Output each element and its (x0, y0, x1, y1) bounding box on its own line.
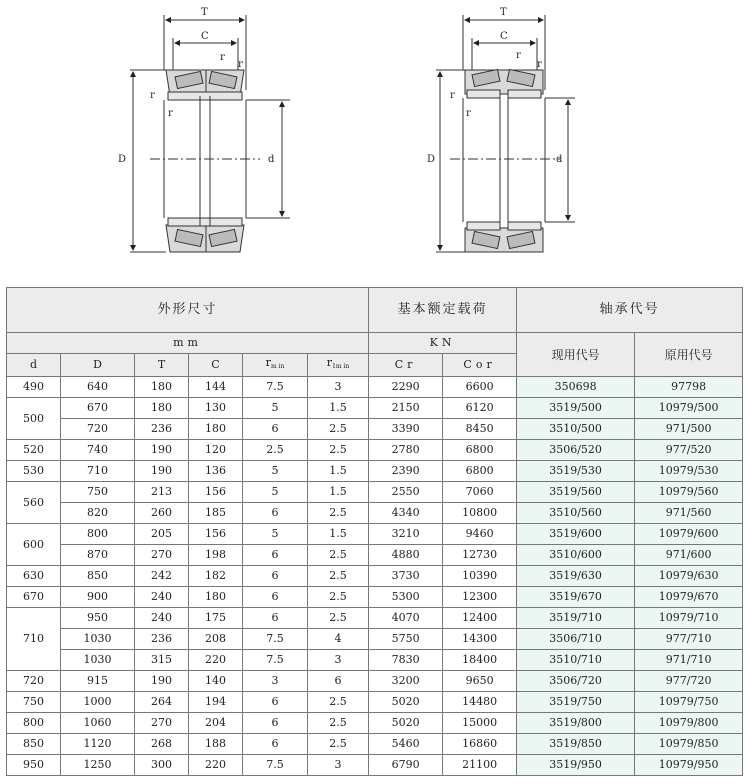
right-label-r2: r (466, 108, 471, 119)
right-label-d: d (556, 154, 563, 165)
cell-r: 5 (243, 461, 308, 482)
cell-C: 156 (189, 524, 243, 545)
cell-old: 10979/630 (635, 566, 743, 587)
cell-Cor: 14480 (443, 692, 517, 713)
cell-Cor: 15000 (443, 713, 517, 734)
cell-D: 1060 (61, 713, 135, 734)
cell-old: 10979/600 (635, 524, 743, 545)
cell-r1: 6 (308, 671, 369, 692)
cell-D: 800 (61, 524, 135, 545)
cell-r: 7.5 (243, 629, 308, 650)
cell-D: 720 (61, 419, 135, 440)
cell-r1: 3 (308, 377, 369, 398)
cell-Cr: 2780 (369, 440, 443, 461)
cell-r: 7.5 (243, 650, 308, 671)
table-row (7, 629, 743, 650)
cell-old: 10979/800 (635, 713, 743, 734)
cell-old: 971/600 (635, 545, 743, 566)
cell-D: 850 (61, 566, 135, 587)
col-T-header: T (135, 354, 189, 377)
cell-r: 6 (243, 419, 308, 440)
cell-D: 1030 (61, 650, 135, 671)
cell-r1: 2.5 (308, 587, 369, 608)
cell-Cr: 2150 (369, 398, 443, 419)
cell-new: 3519/850 (517, 734, 635, 755)
cell-Cor: 6120 (443, 398, 517, 419)
cell-r1: 2.5 (308, 503, 369, 524)
cell-Cr: 3200 (369, 671, 443, 692)
cell-old: 10979/950 (635, 755, 743, 776)
cell-r1: 2.5 (308, 440, 369, 461)
cell-new: 350698 (517, 377, 635, 398)
cell-Cr: 5300 (369, 587, 443, 608)
cell-C: 182 (189, 566, 243, 587)
cell-old: 10979/750 (635, 692, 743, 713)
cell-C: 185 (189, 503, 243, 524)
cell-r1: 2.5 (308, 692, 369, 713)
cell-T: 264 (135, 692, 189, 713)
code-group-header: 轴承代号 (517, 288, 743, 333)
cell-d: 490 (7, 377, 61, 398)
left-label-T: T (201, 7, 208, 18)
cell-new: 3519/800 (517, 713, 635, 734)
left-label-r: r (150, 90, 155, 101)
cell-d: 750 (7, 692, 61, 713)
cell-new: 3519/600 (517, 524, 635, 545)
cell-Cr: 3730 (369, 566, 443, 587)
cell-Cor: 6800 (443, 461, 517, 482)
cell-C: 140 (189, 671, 243, 692)
cell-d: 710 (7, 608, 61, 671)
right-label-r: r (450, 90, 455, 101)
cell-T: 180 (135, 398, 189, 419)
cell-r: 3 (243, 671, 308, 692)
cell-Cr: 5020 (369, 692, 443, 713)
cell-D: 1120 (61, 734, 135, 755)
table-row (7, 524, 743, 545)
cell-old: 10979/710 (635, 608, 743, 629)
cell-Cr: 2550 (369, 482, 443, 503)
cell-D: 740 (61, 440, 135, 461)
cell-d: 720 (7, 671, 61, 692)
table-row (7, 671, 743, 692)
right-label-D: D (427, 154, 436, 165)
cell-D: 820 (61, 503, 135, 524)
cell-old: 97798 (635, 377, 743, 398)
cell-new: 3519/670 (517, 587, 635, 608)
cell-r1: 4 (308, 629, 369, 650)
cell-r: 6 (243, 734, 308, 755)
cell-Cor: 6800 (443, 440, 517, 461)
right-label-T: T (500, 7, 507, 18)
cell-new: 3519/500 (517, 398, 635, 419)
cell-old: 10979/530 (635, 461, 743, 482)
cell-Cr: 3390 (369, 419, 443, 440)
cell-Cr: 2390 (369, 461, 443, 482)
cell-C: 180 (189, 587, 243, 608)
cell-new: 3506/520 (517, 440, 635, 461)
table-row (7, 461, 743, 482)
cell-r: 6 (243, 692, 308, 713)
table-row (7, 440, 743, 461)
cell-r: 5 (243, 482, 308, 503)
left-label-r1b: r (238, 59, 243, 70)
left-label-C: C (201, 31, 209, 42)
cell-Cor: 8450 (443, 419, 517, 440)
cell-C: 175 (189, 608, 243, 629)
cell-Cor: 12300 (443, 587, 517, 608)
cell-C: 204 (189, 713, 243, 734)
cell-d: 670 (7, 587, 61, 608)
col-r1min-header: $r_{1m in}$ (308, 354, 369, 377)
cell-r: 6 (243, 503, 308, 524)
cell-D: 900 (61, 587, 135, 608)
cell-old: 977/720 (635, 671, 743, 692)
cell-d: 950 (7, 755, 61, 776)
table-row (7, 650, 743, 671)
cell-Cor: 14300 (443, 629, 517, 650)
cell-T: 240 (135, 608, 189, 629)
cell-C: 194 (189, 692, 243, 713)
cell-new: 3510/500 (517, 419, 635, 440)
table-row (7, 545, 743, 566)
cell-r1: 2.5 (308, 566, 369, 587)
bearing-diagrams (0, 0, 750, 283)
cell-r: 6 (243, 587, 308, 608)
cell-C: 144 (189, 377, 243, 398)
left-label-d: d (268, 154, 275, 165)
cell-old: 10979/560 (635, 482, 743, 503)
old-code-header: 原用代号 (635, 333, 743, 377)
cell-C: 156 (189, 482, 243, 503)
cell-r: 7.5 (243, 377, 308, 398)
cell-r: 6 (243, 545, 308, 566)
table-row (7, 692, 743, 713)
left-label-r1: r (220, 52, 225, 63)
bearing-spec-table (6, 287, 743, 776)
cell-new: 3519/950 (517, 755, 635, 776)
cell-Cor: 9650 (443, 671, 517, 692)
cell-T: 190 (135, 461, 189, 482)
cell-new: 3510/560 (517, 503, 635, 524)
cell-new: 3519/710 (517, 608, 635, 629)
right-bearing-diagram (436, 15, 575, 252)
cell-r1: 3 (308, 755, 369, 776)
cell-d: 600 (7, 524, 61, 566)
cell-C: 130 (189, 398, 243, 419)
col-d-header: d (7, 354, 61, 377)
cell-Cor: 7060 (443, 482, 517, 503)
cell-new: 3510/710 (517, 650, 635, 671)
cell-C: 188 (189, 734, 243, 755)
table-row (7, 587, 743, 608)
cell-C: 180 (189, 419, 243, 440)
cell-C: 220 (189, 755, 243, 776)
table-row (7, 734, 743, 755)
cell-T: 300 (135, 755, 189, 776)
table-body (7, 377, 743, 776)
cell-d: 850 (7, 734, 61, 755)
cell-old: 971/500 (635, 419, 743, 440)
cell-Cr: 3210 (369, 524, 443, 545)
cell-Cr: 5020 (369, 713, 443, 734)
cell-D: 915 (61, 671, 135, 692)
cell-d: 630 (7, 566, 61, 587)
cell-new: 3506/710 (517, 629, 635, 650)
cell-D: 670 (61, 398, 135, 419)
cell-D: 870 (61, 545, 135, 566)
cell-Cor: 10800 (443, 503, 517, 524)
cell-T: 270 (135, 713, 189, 734)
cell-Cor: 10390 (443, 566, 517, 587)
cell-T: 242 (135, 566, 189, 587)
cell-T: 270 (135, 545, 189, 566)
cell-T: 190 (135, 440, 189, 461)
cell-r: 6 (243, 566, 308, 587)
cell-C: 120 (189, 440, 243, 461)
cell-r: 6 (243, 713, 308, 734)
table-row (7, 713, 743, 734)
cell-new: 3519/530 (517, 461, 635, 482)
cell-Cr: 2290 (369, 377, 443, 398)
cell-new: 3510/600 (517, 545, 635, 566)
table-row (7, 419, 743, 440)
cell-C: 220 (189, 650, 243, 671)
cell-new: 3519/560 (517, 482, 635, 503)
cell-Cr: 5750 (369, 629, 443, 650)
cell-new: 3519/630 (517, 566, 635, 587)
cell-Cor: 18400 (443, 650, 517, 671)
cell-r: 5 (243, 524, 308, 545)
right-label-r1b: r (537, 59, 542, 70)
cell-T: 205 (135, 524, 189, 545)
dims-unit-header: mm (7, 333, 369, 354)
cell-old: 977/520 (635, 440, 743, 461)
cell-r: 5 (243, 398, 308, 419)
cell-Cr: 7830 (369, 650, 443, 671)
cell-d: 800 (7, 713, 61, 734)
cell-T: 315 (135, 650, 189, 671)
cell-D: 710 (61, 461, 135, 482)
cell-r1: 3 (308, 650, 369, 671)
table-row (7, 608, 743, 629)
cell-new: 3506/720 (517, 671, 635, 692)
table-row (7, 566, 743, 587)
cell-T: 240 (135, 587, 189, 608)
cell-Cr: 4340 (369, 503, 443, 524)
cell-Cr: 4880 (369, 545, 443, 566)
load-group-header: 基本额定载荷 (369, 288, 517, 333)
cell-r: 2.5 (243, 440, 308, 461)
cell-d: 500 (7, 398, 61, 440)
cell-T: 260 (135, 503, 189, 524)
right-label-r1: r (516, 50, 521, 61)
col-Cr-header: Cr (369, 354, 443, 377)
cell-Cr: 5460 (369, 734, 443, 755)
table-row (7, 377, 743, 398)
col-C-header: C (189, 354, 243, 377)
left-bearing-diagram (130, 15, 290, 252)
cell-old: 10979/500 (635, 398, 743, 419)
table-row (7, 398, 743, 419)
cell-D: 950 (61, 608, 135, 629)
cell-Cor: 6600 (443, 377, 517, 398)
cell-C: 208 (189, 629, 243, 650)
cell-D: 1000 (61, 692, 135, 713)
left-label-D: D (118, 154, 127, 165)
cell-old: 10979/670 (635, 587, 743, 608)
cell-r1: 2.5 (308, 608, 369, 629)
cell-Cor: 12400 (443, 608, 517, 629)
cell-r: 6 (243, 608, 308, 629)
cell-r1: 1.5 (308, 398, 369, 419)
cell-Cr: 6790 (369, 755, 443, 776)
cell-D: 640 (61, 377, 135, 398)
col-rmin-header: $r_{m in}$ (243, 354, 308, 377)
cell-new: 3519/750 (517, 692, 635, 713)
col-Cor-header: Cor (443, 354, 517, 377)
cell-r1: 2.5 (308, 734, 369, 755)
table-row (7, 755, 743, 776)
cell-T: 190 (135, 671, 189, 692)
new-code-header: 现用代号 (517, 333, 635, 377)
cell-Cor: 12730 (443, 545, 517, 566)
cell-r1: 1.5 (308, 482, 369, 503)
cell-d: 520 (7, 440, 61, 461)
load-unit-header: KN (369, 333, 517, 354)
cell-d: 560 (7, 482, 61, 524)
cell-d: 530 (7, 461, 61, 482)
cell-old: 971/560 (635, 503, 743, 524)
table-row (7, 503, 743, 524)
left-label-r2: r (168, 108, 173, 119)
cell-old: 977/710 (635, 629, 743, 650)
cell-D: 750 (61, 482, 135, 503)
cell-D: 1250 (61, 755, 135, 776)
cell-r1: 1.5 (308, 461, 369, 482)
right-label-C: C (500, 31, 508, 42)
table-row (7, 482, 743, 503)
cell-Cor: 16860 (443, 734, 517, 755)
cell-old: 10979/850 (635, 734, 743, 755)
cell-r1: 1.5 (308, 524, 369, 545)
cell-T: 213 (135, 482, 189, 503)
cell-r: 7.5 (243, 755, 308, 776)
cell-r1: 2.5 (308, 419, 369, 440)
cell-T: 180 (135, 377, 189, 398)
col-D-header: D (61, 354, 135, 377)
cell-T: 236 (135, 629, 189, 650)
cell-D: 1030 (61, 629, 135, 650)
cell-T: 236 (135, 419, 189, 440)
cell-r1: 2.5 (308, 545, 369, 566)
cell-Cor: 21100 (443, 755, 517, 776)
cell-old: 971/710 (635, 650, 743, 671)
dims-group-header: 外形尺寸 (7, 288, 369, 333)
cell-C: 136 (189, 461, 243, 482)
cell-Cor: 9460 (443, 524, 517, 545)
cell-T: 268 (135, 734, 189, 755)
cell-C: 198 (189, 545, 243, 566)
cell-r1: 2.5 (308, 713, 369, 734)
cell-Cr: 4070 (369, 608, 443, 629)
